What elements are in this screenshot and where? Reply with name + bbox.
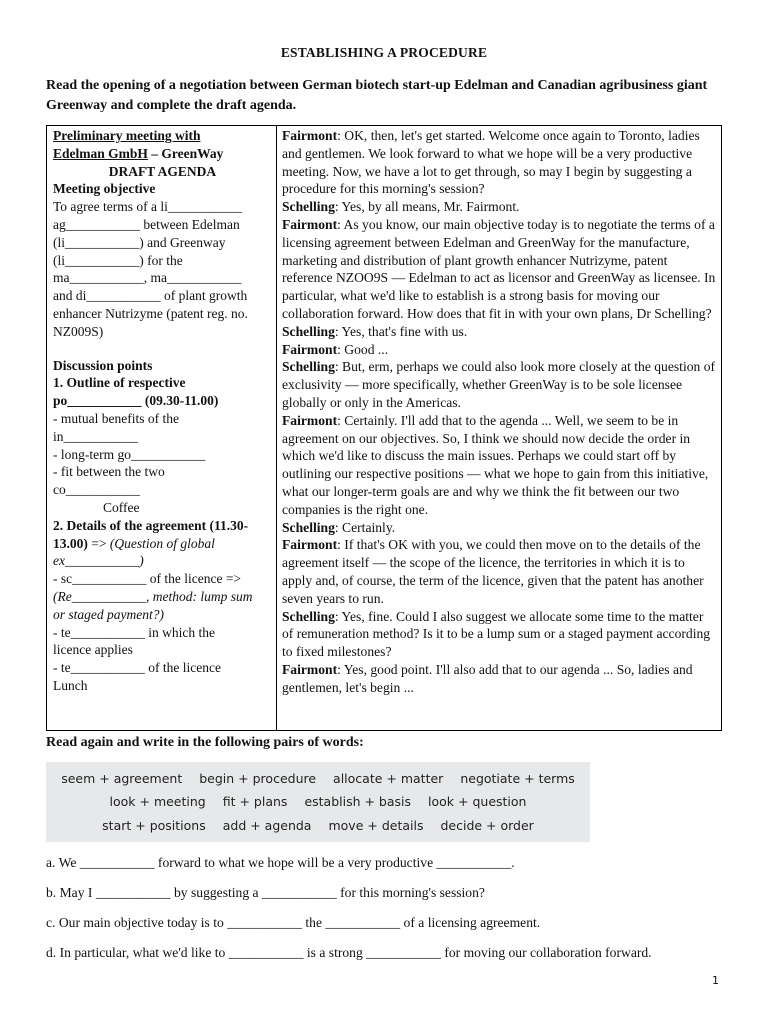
draft-agenda-column <box>47 126 277 730</box>
objective-line: enhancer Nutrizyme (patent reg. no. <box>53 305 248 321</box>
dialogue-turn: Schelling: Certainly. <box>282 519 396 535</box>
speaker-name: Schelling <box>282 519 335 535</box>
point-2-title-cont: 13.00) => (Question of global <box>53 535 215 551</box>
point-1-item: - mutual benefits of the <box>53 410 179 426</box>
point-2-line: or staged payment?) <box>53 606 164 622</box>
word-row <box>46 818 590 833</box>
page-number: 1 <box>712 974 719 987</box>
dialogue-turn: Schelling: Yes, that's fine with us. <box>282 323 468 339</box>
word-row <box>46 794 590 809</box>
lunch-break: Lunch <box>53 677 88 693</box>
exercise-sentence-c: c. Our main objective today is to ___________ the ___________ of a licensing agreement. <box>46 915 541 930</box>
task-instruction: Read again and write in the following pairs of words: <box>46 735 364 750</box>
word-pair: allocate + matter <box>333 771 444 786</box>
point-1-item: - long-term go___________ <box>53 446 206 462</box>
word-pair: negotiate + terms <box>460 771 575 786</box>
objective-line: ag___________ between Edelman <box>53 216 240 232</box>
objective-line: To agree terms of a li___________ <box>53 199 243 215</box>
word-pair: decide + order <box>440 818 534 833</box>
point-1-item: - fit between the two <box>53 464 165 480</box>
dialogue-turn: Fairmont: Yes, good point. I'll also add that to our agenda ... So, ladies and gentlemen, let's begin ... <box>282 661 693 695</box>
agenda-dialogue-table <box>46 125 722 731</box>
point-1-title-cont: po___________ (09.30-11.00) <box>53 393 219 409</box>
coffee-break: Coffee <box>103 499 140 515</box>
word-pair: fit + plans <box>222 794 288 809</box>
draft-agenda-label: DRAFT AGENDA <box>108 163 217 179</box>
objective-line: NZ009S) <box>53 323 104 339</box>
speaker-name: Schelling <box>282 359 335 375</box>
dialogue-turn: Schelling: Yes, fine. Could I also suggest we allocate some time to the matter of remuneration method? Is it to be a lump sum or a staged payment according to fixed milestones? <box>282 608 711 660</box>
objective-line: (li___________) for the <box>53 252 183 268</box>
dialogue-column <box>277 126 721 730</box>
instructions: Read the opening of a negotiation between German biotech start-up Edelman and Canadian agribusiness giant Greenway and complete the draft agenda. <box>46 78 708 113</box>
objective-heading: Meeting objective <box>53 181 156 197</box>
word-pair: establish + basis <box>304 794 412 809</box>
speaker-name: Schelling <box>282 323 335 339</box>
objective-line: and di___________ of plant growth <box>53 288 248 304</box>
word-pair: look + question <box>428 794 527 809</box>
agenda-heading-parties: Edelman GmbH – GreenWay <box>53 145 224 161</box>
point-2-line: (Re___________, method: lump sum <box>53 588 253 604</box>
word-pair: add + agenda <box>222 818 312 833</box>
word-row <box>46 771 590 786</box>
speaker-name: Fairmont <box>282 341 338 357</box>
dialogue-turn: Fairmont: Certainly. I'll add that to the agenda ... Well, we seem to be in agreement on our objectives. So, I think we should now decide the order in which we'd like to discuss the main issues. Perhaps we could start off by outlining our respective positions — what we hope to gain from this initiative, what our longer-term goals are and why we think the fit between our two companies is the right one. <box>282 412 709 517</box>
point-2-line: - te___________ of the licence <box>53 660 221 676</box>
point-2-line: licence applies <box>53 642 133 658</box>
point-1-item: co___________ <box>53 482 140 498</box>
speaker-name: Fairmont <box>282 128 338 143</box>
speaker-name: Schelling <box>282 199 335 215</box>
word-pair: start + positions <box>102 818 206 833</box>
dialogue-turn: Fairmont: Good ... <box>282 341 389 357</box>
speaker-name: Fairmont <box>282 216 338 232</box>
point-2-line: - sc___________ of the licence => <box>53 571 242 587</box>
speaker-name: Fairmont <box>282 537 338 553</box>
word-pair: seem + agreement <box>61 771 183 786</box>
discussion-heading: Discussion points <box>53 357 153 373</box>
page-title: ESTABLISHING A PROCEDURE <box>280 45 488 60</box>
objective-line: (li___________) and Greenway <box>53 234 226 250</box>
agenda-heading: Preliminary meeting with <box>53 128 201 143</box>
exercise-sentence-b: b. May I ___________ by suggesting a ___________ for this morning's session? <box>46 885 485 900</box>
objective-line: ma___________, ma___________ <box>53 270 242 286</box>
exercise-sentence-d: d. In particular, what we'd like to ___________ is a strong ___________ for moving our collaboration forward. <box>46 945 652 960</box>
point-1-title: 1. Outline of respective <box>53 375 186 391</box>
point-2-line: - te___________ in which the <box>53 624 215 640</box>
word-pair: begin + procedure <box>199 771 317 786</box>
speaker-name: Schelling <box>282 608 335 624</box>
dialogue-turn: Fairmont: OK, then, let's get started. Welcome once again to Toronto, ladies and gentlemen. We look forward to what we hope will be a very productive meeting. Now, we have a lot to get through, so may I begin by suggesting a procedure for this morning's session? <box>282 128 700 197</box>
dialogue-turn: Fairmont: If that's OK with you, we could then move on to the details of the agreement itself — the scope of the licence, the territories in which it is to apply and, of course, the term of the licence, given that the patent has another seven years to run. <box>282 537 704 606</box>
word-pair: look + meeting <box>109 794 206 809</box>
word-pair: move + details <box>328 818 424 833</box>
dialogue-turn: Schelling: Yes, by all means, Mr. Fairmont. <box>282 199 520 215</box>
speaker-name: Fairmont <box>282 412 338 428</box>
speaker-name: Fairmont <box>282 661 338 677</box>
dialogue-turn: Fairmont: As you know, our main objective today is to negotiate the terms of a licensing agreement between Edelman and GreenWay for the manufacture, marketing and distribution of plant growth enhancer Nutrizyme, patent reference NZOO9S — Edelman to act as licensor and GreenWay as licensee. In particular, what we'd like to establish is a strong basis for moving our collaboration forward. How does that fit in with your own plans, Dr Schelling? <box>282 216 716 321</box>
word-pairs-box <box>46 762 590 842</box>
exercise-sentence-a: a. We ___________ forward to what we hope will be a very productive ___________. <box>46 855 515 870</box>
point-2-title: 2. Details of the agreement (11.30- <box>53 517 249 533</box>
point-2-line: ex___________) <box>53 553 144 569</box>
dialogue-turn: Schelling: But, erm, perhaps we could also look more closely at the question of exclusivity — more specifically, whether GreenWay is to be sole licensee globally or only in the Americas. <box>282 359 716 410</box>
point-1-item: in___________ <box>53 428 138 444</box>
